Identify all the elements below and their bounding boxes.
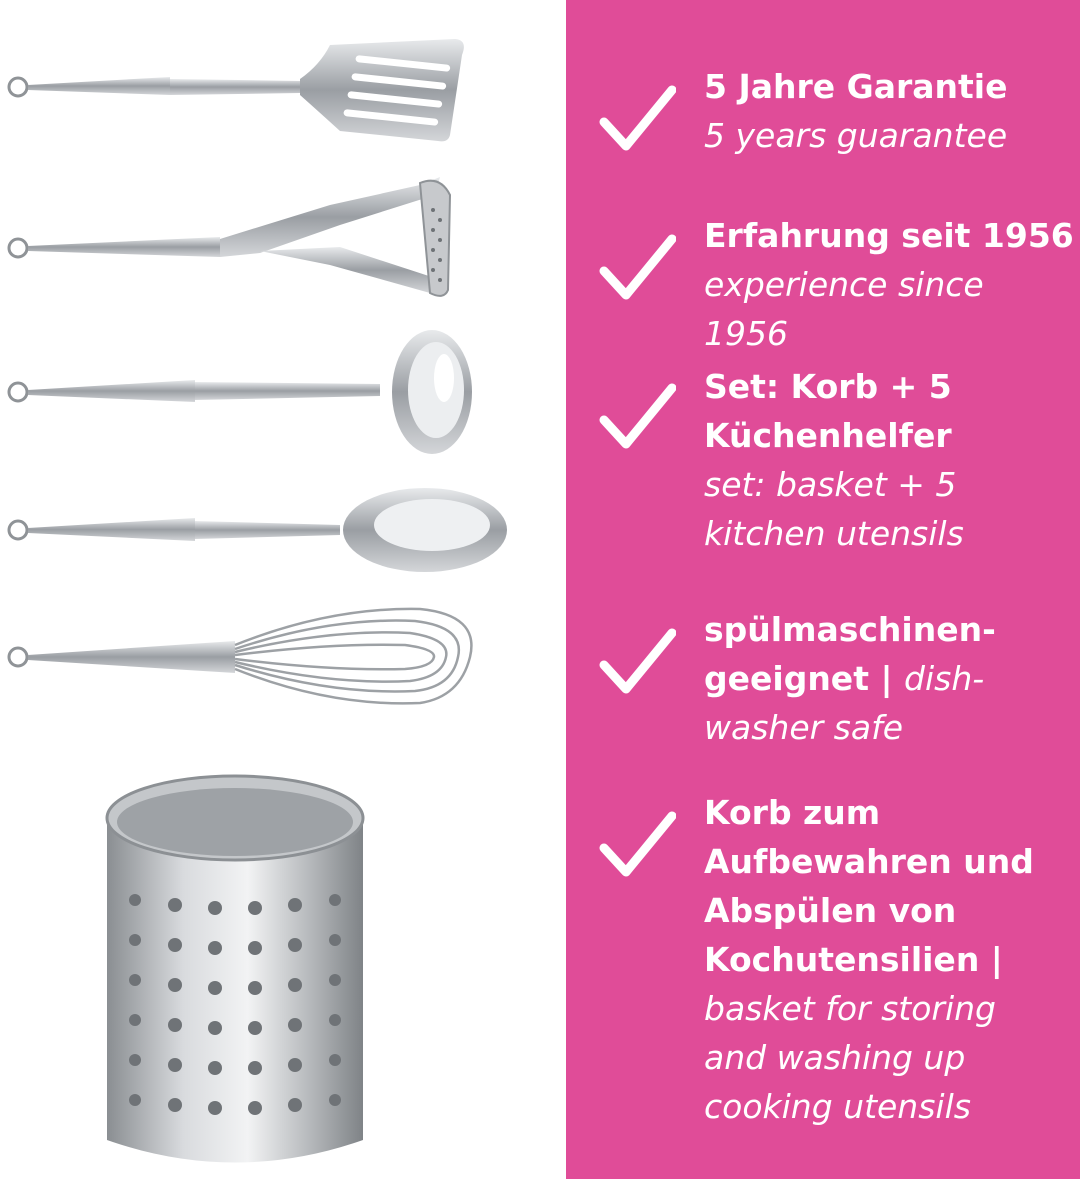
checkmark-icon bbox=[598, 627, 676, 699]
checkmark-icon bbox=[598, 810, 676, 882]
feature-de: 5 Jahre Garantie bbox=[704, 67, 1008, 106]
feature-de-main: spülmaschinen- geeignet | bbox=[704, 610, 996, 698]
feature-de: Erfahrung seit 1956 bbox=[704, 216, 1074, 255]
feature-en: 5 years guarantee bbox=[704, 116, 1008, 155]
basket-icon bbox=[95, 770, 375, 1175]
feature-text bbox=[704, 788, 1074, 1131]
feature-de bbox=[704, 605, 1074, 703]
checkmark-icon bbox=[598, 382, 676, 454]
feature-en: set: basket + 5 kitchen utensils bbox=[704, 465, 964, 553]
feature-text bbox=[704, 211, 1074, 358]
feature-de: Korb zum Aufbewahren und Abspülen von Kochutensilien | bbox=[704, 793, 1034, 979]
feature-en: basket for storing and washing up cooking utensils bbox=[704, 989, 996, 1126]
checkmark-icon bbox=[598, 84, 676, 156]
whisk-icon bbox=[0, 585, 566, 735]
feature-text bbox=[704, 362, 1074, 558]
feature-en-inline: dish- bbox=[904, 659, 985, 698]
feature-text bbox=[704, 62, 1074, 160]
feature-en: washer safe bbox=[704, 708, 904, 747]
ladle-icon bbox=[0, 320, 566, 470]
checkmark-icon bbox=[598, 233, 676, 305]
feature-de: Set: Korb + 5 Küchenhelfer bbox=[704, 367, 952, 455]
feature-panel bbox=[566, 0, 1080, 1179]
feature-text bbox=[704, 605, 1074, 752]
spatula-icon bbox=[0, 35, 566, 185]
masher-icon bbox=[0, 165, 566, 315]
feature-en: experience since 1956 bbox=[704, 265, 984, 353]
spoon-icon bbox=[0, 455, 566, 605]
